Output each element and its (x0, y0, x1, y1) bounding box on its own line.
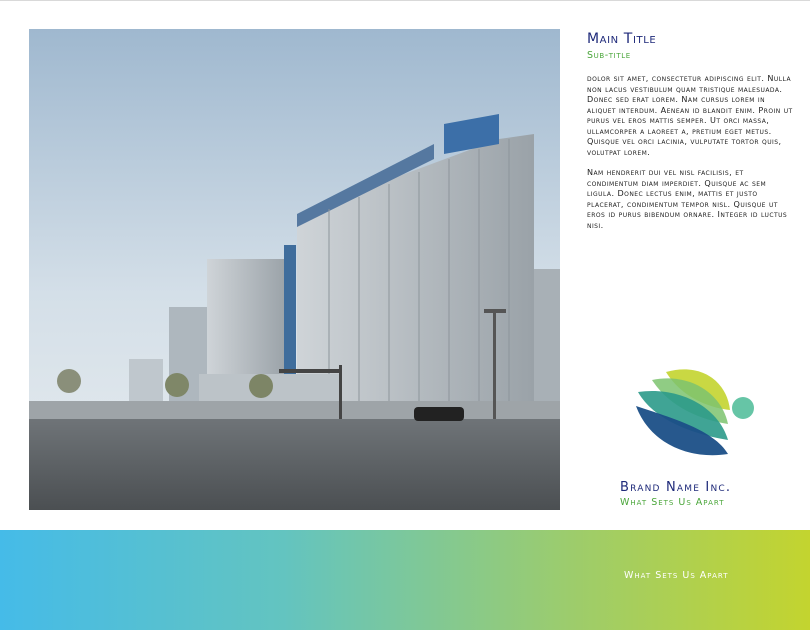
brand-name: Brand Name Inc. (620, 480, 732, 495)
main-title: Main Title (587, 31, 657, 47)
body-paragraph: dolor sit amet, consectetur adipiscing elit. Nulla non lacus vestibulum quam tristique malesuada. Donec sed erat lorem. Nam cursus lorem in aliquet interdum. Aenean id blandit enim. Proin ut purus vel eros mattis semper. Ut orci massa, ullamcorper a laoreet a, pretium eget metus. Quisque vel orci lacinia, vulputate tortor quis, volutpat lorem. (587, 73, 793, 157)
city-buildings-photo (29, 29, 560, 510)
body-text (587, 73, 793, 240)
sub-title: Sub-title (587, 50, 631, 61)
brand-tagline: What Sets Us Apart (620, 497, 725, 508)
body-paragraph: Nam hendrerit dui vel nisl facilisis, et condimentum diam imperdiet. Quisque ac sem ligula. Donec lectus enim, mattis et justo placerat, condimentum tempor nisl. Quisque ut eros id purus bibendum ornare. Integer id luctus nisi. (587, 167, 788, 230)
footer-gradient-band (0, 530, 810, 630)
top-rule (0, 0, 810, 1)
footer-tagline: What Sets Us Apart (624, 570, 729, 581)
leaf-wings-logo-icon (632, 362, 760, 462)
